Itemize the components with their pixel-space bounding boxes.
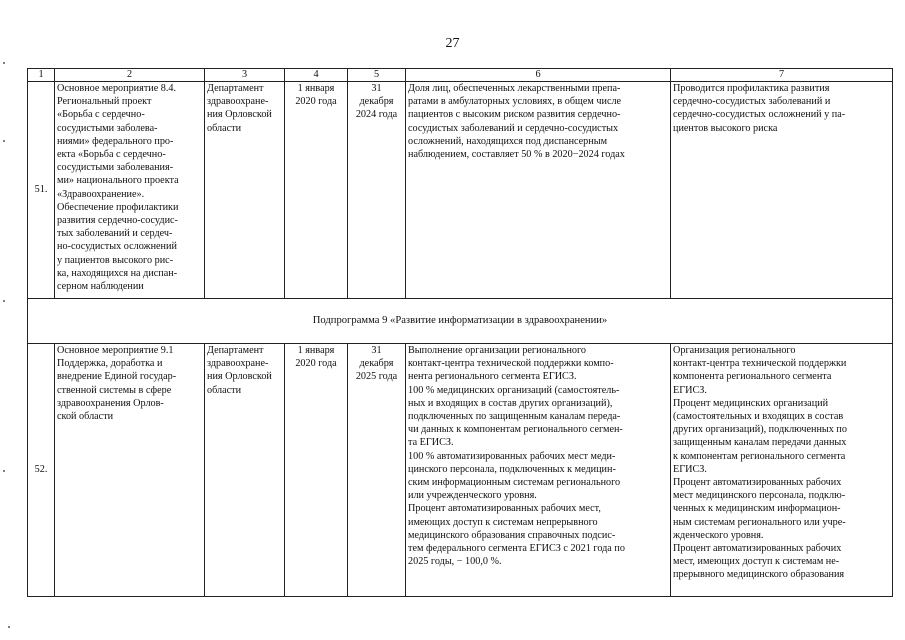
responsible-executor: Департамент здравоохране- ния Орловской области — [205, 344, 285, 597]
scan-mark — [3, 62, 5, 64]
table-row — [28, 82, 893, 299]
main-directions: Организация регионального контакт-центра технической поддержки компонента регионального сегмента ЕГИСЗ. Процент медицинских организаций (самостоятельных и входящих в состав других организаций), подключенных по защищенным каналам передачи данных к компонентам регионального сегмента ЕГИСЗ. Процент автоматизированных рабочих мест медицинского персонала, подклю- ченных к медицинским информацион- ным системам регионального или учре- жденческого уровня. Процент автоматизированных рабочих мест, имеющих доступ к системам не- прерывного медицинского образования — [671, 344, 893, 597]
subprogram-row — [28, 299, 893, 344]
responsible-executor: Департамент здравоохране- ния Орловской области — [205, 82, 285, 299]
header-cell: 1 — [28, 69, 55, 82]
header-cell: 4 — [285, 69, 348, 82]
scan-mark — [3, 470, 5, 472]
main-directions: Проводится профилактика развития сердечно-сосудистых заболеваний и сердечно-сосудистых осложнений у па- циентов высокого риска — [671, 82, 893, 299]
start-date: 1 января 2020 года — [285, 344, 348, 597]
expected-result: Доля лиц, обеспеченных лекарственными препа- ратами в амбулаторных условиях, в общем числе пациентов с высоким риском развития сердечно- сосудистых заболеваний и сердечно-сосудистых осложнений, находящихся под диспансерным наблюдением, составляет 50 % в 2020−2024 годах — [406, 82, 671, 299]
table-row — [28, 344, 893, 597]
header-cell: 2 — [55, 69, 205, 82]
measure-name: Основное мероприятие 8.4. Региональный проект «Борьба с сердечно- сосудистыми заболева- ниями» федерального про- екта «Борьба с сердечно- сосудистыми заболевания- ми» национального проекта «Здравоохранение». Обеспечение профилактики развития сердечно-сосудис- тых заболеваний и сердеч- но-сосудистых осложнений у пациентов высокого рис- ка, находящихся на диспан- серном наблюдении — [55, 82, 205, 299]
header-row — [28, 69, 893, 82]
expected-result: Выполнение организации регионального контакт-центра технической поддержки компо- нента регионального сегмента ЕГИСЗ. 100 % медицинских организаций (самостоятель- ных и входящих в состав других организаций), подключенных по защищенным каналам переда- чи данных к компонентам регионального сегмен- та ЕГИСЗ. 100 % автоматизированных рабочих мест меди- цинского персонала, подключенных к медицин- ским информационным системам регионального или учрежденческого уровня. Процент автоматизированных рабочих мест, имеющих доступ к системам непрерывного медицинского образования справочных подсис- тем федерального сегмента ЕГИСЗ с 2021 года по 2025 годы, − 100,0 %. — [406, 344, 671, 597]
page-number: 27 — [445, 36, 460, 51]
end-date: 31 декабря 2024 года — [348, 82, 406, 299]
start-date: 1 января 2020 года — [285, 82, 348, 299]
header-cell: 5 — [348, 69, 406, 82]
end-date: 31 декабря 2025 года — [348, 344, 406, 597]
row-number: 52. — [28, 344, 55, 597]
header-cell: 6 — [406, 69, 671, 82]
header-cell: 3 — [205, 69, 285, 82]
scan-mark — [8, 626, 10, 628]
row-number: 51. — [28, 82, 55, 299]
measure-name: Основное мероприятие 9.1 Поддержка, доработка и внедрение Единой государ- ственной системы в сфере здравоохранения Орлов- ской области — [55, 344, 205, 597]
subprogram-title: Подпрограмма 9 «Развитие информатизации в здравоохранении» — [28, 299, 893, 344]
scan-mark — [3, 140, 5, 142]
header-cell: 7 — [671, 69, 893, 82]
measures-table — [27, 68, 893, 597]
scan-mark — [3, 300, 5, 302]
